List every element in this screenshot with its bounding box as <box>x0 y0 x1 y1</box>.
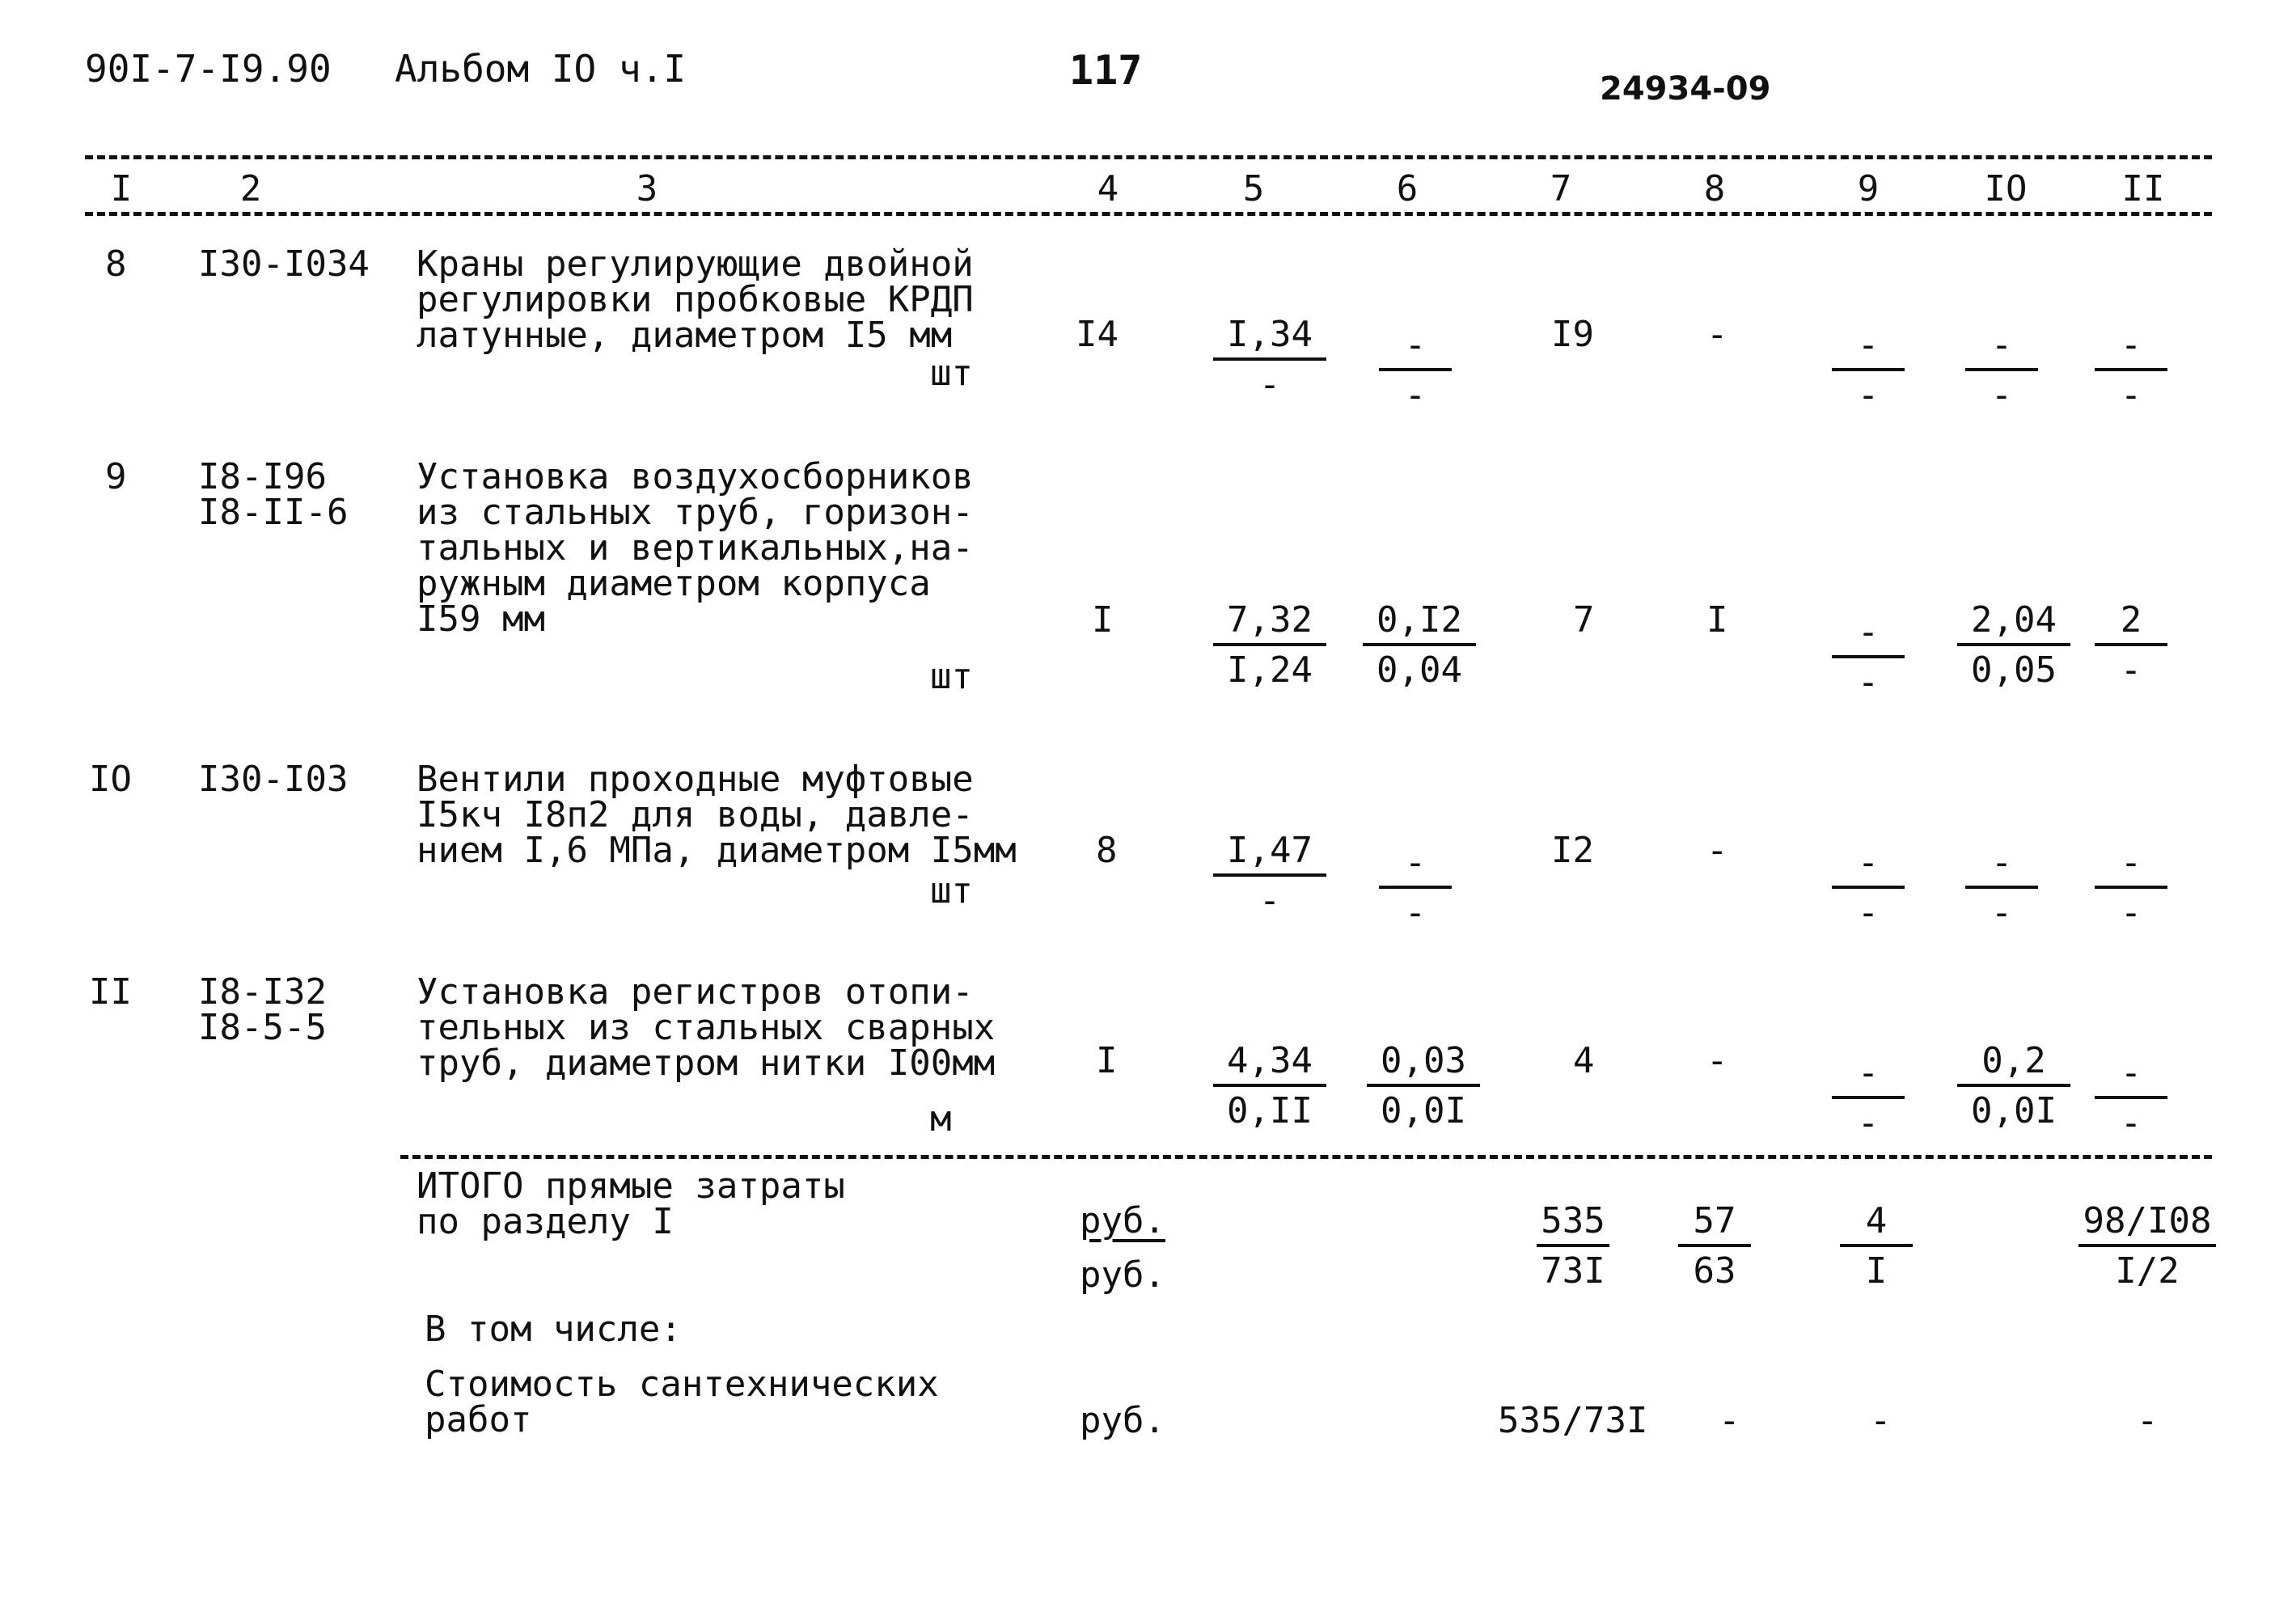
sanitary-col8: - <box>1719 1400 1740 1441</box>
work-description: Установка воздухосборников из стальных труб, горизон- тальных и вертикальных,на- ружным диаметром корпуса I59 мм <box>417 456 974 640</box>
cost-col11: - - <box>2095 1055 2167 1141</box>
document-code: 90I-7-I9.90 <box>85 47 332 91</box>
cost-col6: $\frac{0,03}{0,0I}$ <box>1367 1043 1480 1129</box>
row-number: 9 <box>105 456 127 497</box>
cost-col11: - - <box>2095 328 2167 413</box>
totals-rule <box>400 1155 2212 1159</box>
column-header-10: IO <box>1984 168 2028 209</box>
column-header-6: 6 <box>1396 168 1419 209</box>
unit-label: шт <box>930 353 973 394</box>
rate-code: I30-I034 <box>198 243 370 285</box>
total-col11: $\frac{98/I08}{I/2}$ <box>2078 1203 2216 1289</box>
page-number: 117 <box>1069 47 1143 94</box>
quantity: 8 <box>1096 830 1118 871</box>
unit-label: шт <box>930 870 973 911</box>
total-label: ИТОГО прямые затраты по разделу I <box>417 1165 845 1242</box>
value-col8: - <box>1706 1040 1728 1081</box>
column-header-8: 8 <box>1703 168 1726 209</box>
cost-col9: - - <box>1832 1055 1905 1141</box>
column-header-3: 3 <box>636 168 658 209</box>
value-col8: I <box>1706 599 1728 641</box>
sanitary-col7: 535/73I <box>1498 1400 1648 1441</box>
sanitary-col11: - <box>2137 1400 2159 1441</box>
column-header-4: 4 <box>1097 168 1119 209</box>
cost-col11: 2 - <box>2095 603 2167 688</box>
sanitary-label: Стоимость сантехнических работ <box>425 1364 939 1440</box>
value-col8: - <box>1706 314 1728 355</box>
column-header-7: 7 <box>1550 168 1572 209</box>
value-col7: 7 <box>1573 599 1595 641</box>
cost-col5: $\frac{4,34}{0,II}$ <box>1213 1043 1326 1129</box>
including-label: В том числе: <box>425 1309 682 1350</box>
quantity: I <box>1096 1040 1118 1081</box>
total-unit-top: руб. <box>1080 1200 1165 1241</box>
cost-col5: I,47 - <box>1213 833 1326 919</box>
value-col7: 4 <box>1573 1040 1595 1081</box>
cost-col9: - - <box>1832 328 1905 413</box>
column-header-9: 9 <box>1857 168 1880 209</box>
header-top-rule <box>85 155 2212 159</box>
sanitary-col9: - <box>1870 1400 1892 1441</box>
album-label: Альбом IO ч.I <box>395 47 687 91</box>
unit-label: м <box>930 1098 952 1140</box>
quantity: I <box>1092 599 1114 641</box>
row-number: IO <box>89 759 132 800</box>
rate-code: I8-I96 I8-II-6 <box>198 456 349 533</box>
sanitary-unit: руб. <box>1080 1400 1165 1441</box>
column-header-5: 5 <box>1242 168 1265 209</box>
archive-stamp: 24934-09 <box>1600 70 1771 108</box>
cost-col5: $\frac{7,32}{I,24}$ <box>1213 603 1326 688</box>
cost-col10: $\frac{0,2}{0,0I}$ <box>1957 1043 2070 1129</box>
column-header-11: II <box>2121 168 2165 209</box>
rate-code: I30-I03 <box>198 759 349 800</box>
column-header-1: I <box>110 168 133 209</box>
work-description: Краны регулирующие двойной регулировки пробковые КРДП латунные, диаметром I5 мм <box>417 243 974 356</box>
row-number: II <box>89 971 132 1013</box>
unit-label: шт <box>930 656 973 697</box>
value-col8: - <box>1706 830 1728 871</box>
value-col7: I9 <box>1551 314 1594 355</box>
column-header-2: 2 <box>239 168 262 209</box>
value-col7: I2 <box>1551 830 1594 871</box>
cost-col10: - - <box>1965 328 2038 413</box>
cost-col6: $\frac{0,I2}{0,04}$ <box>1363 603 1476 688</box>
rate-code: I8-I32 I8-5-5 <box>198 971 327 1048</box>
cost-col9: - - <box>1832 845 1905 931</box>
cost-col5: I,34 - <box>1213 317 1326 403</box>
total-col8: $\frac{57}{63}$ <box>1678 1203 1751 1289</box>
cost-col6: - - <box>1379 328 1452 413</box>
cost-col11: - - <box>2095 845 2167 931</box>
total-col7: $\frac{535}{73I}$ <box>1537 1203 1609 1289</box>
work-description: Вентили проходные муфтовые I5кч I8п2 для воды, давле- нием I,6 МПа, диаметром I5мм <box>417 759 1017 871</box>
header-bottom-rule <box>85 212 2212 216</box>
cost-col6: - - <box>1379 845 1452 931</box>
cost-col10: - - <box>1965 845 2038 931</box>
total-col9: $\frac{4}{I}$ <box>1840 1203 1913 1289</box>
cost-col10: $\frac{2,04}{0,05}$ <box>1957 603 2070 688</box>
cost-col9: - - <box>1832 615 1905 700</box>
row-number: 8 <box>105 243 127 285</box>
quantity: I4 <box>1076 314 1119 355</box>
work-description: Установка регистров отопи- тельных из стальных сварных труб, диаметром нитки I00мм <box>417 971 996 1084</box>
total-unit-bottom: руб. <box>1080 1254 1165 1296</box>
